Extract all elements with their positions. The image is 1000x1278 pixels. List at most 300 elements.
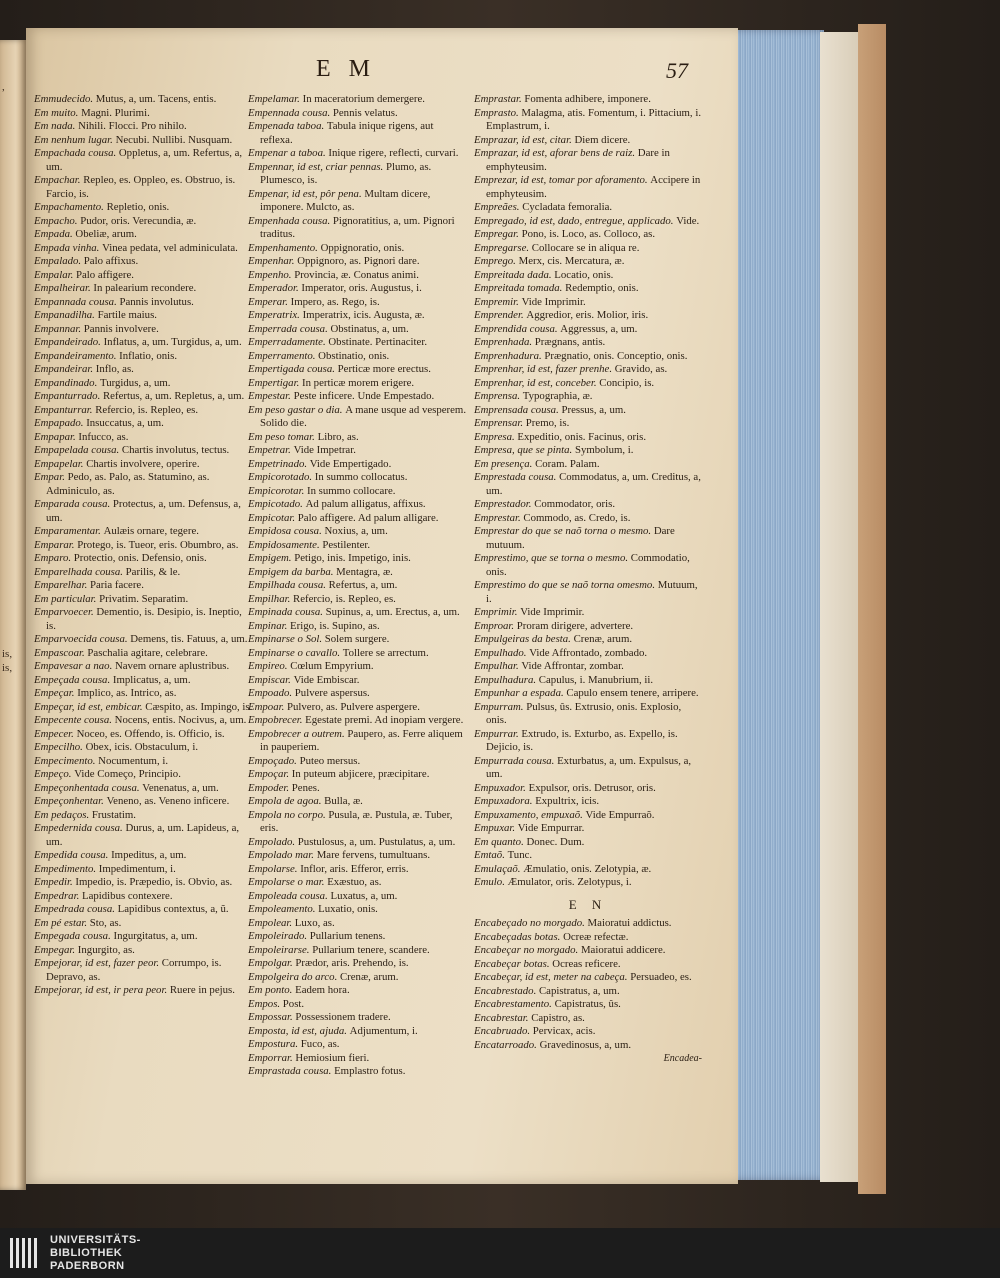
entry-headword: Emparvoecida cousa. (34, 633, 131, 645)
left-page-fragment: is, (2, 648, 13, 660)
entry-headword: Empanturrar. (34, 403, 96, 416)
entry-definition: Coram. Palam. (535, 457, 600, 470)
dictionary-entry (474, 458, 702, 472)
entry-headword: Em quanto. (474, 835, 527, 848)
dictionary-entry (474, 309, 702, 323)
entry-headword: Empenhada cousa. (248, 214, 333, 227)
dictionary-entry (474, 525, 702, 552)
entry-headword: Empanturrado. (34, 390, 103, 402)
dictionary-entry (34, 701, 254, 715)
entry-definition: Erigo, is. Supino, as. (290, 619, 380, 632)
dictionary-entry (474, 701, 702, 728)
entry-definition: Nihili. Flocci. Pro nihilo. (78, 120, 187, 132)
entry-definition: Nocens, entis. Nocivus, a, um. (114, 714, 247, 726)
library-logo-icon (8, 1234, 44, 1272)
entry-definition: Collocare se in aliqua re. (531, 241, 640, 254)
entry-definition: Fuco, as. (300, 1038, 340, 1050)
entry-definition: Mare fervens, tumultuans. (316, 849, 431, 861)
entry-headword: Empinarse o Sol. (248, 633, 325, 645)
entry-definition: Cycladata femoralia. (522, 201, 613, 213)
dictionary-entry (474, 809, 702, 823)
library-name (50, 1234, 141, 1273)
dictionary-entry (34, 863, 254, 877)
entry-definition: Exæstuo, as. (327, 876, 382, 888)
entry-definition: Commodatio, onis. (486, 552, 690, 578)
dictionary-entry (248, 120, 468, 147)
entry-definition: Pustulosus, a, um. Pustulatus, a, um. (297, 835, 456, 848)
dictionary-entry (34, 876, 254, 890)
entry-definition: Palo affigere. (76, 268, 134, 281)
dictionary-entry (248, 957, 468, 971)
dictionary-entry (34, 687, 254, 701)
dictionary-entry (474, 944, 702, 958)
entry-definition: Fomenta adhibere, imponere. (524, 93, 651, 105)
entry-headword: Empavesar a nao. (34, 660, 115, 672)
dictionary-entry (34, 498, 254, 525)
dictionary-entry (34, 741, 254, 755)
entry-definition: Commodator, oris. (534, 498, 616, 510)
entry-headword: Empenar, id est, pôr pena. (248, 187, 365, 200)
entry-definition: Refercio, is. Repleo, es. (293, 592, 396, 605)
dictionary-entry (248, 728, 468, 755)
entry-definition: Extrudo, is. Exturbo, as. Expello, is. Dejicio, is. (486, 727, 678, 753)
section-en-entries (474, 917, 702, 1052)
entry-headword: Empecimento. (34, 754, 99, 767)
entry-definition: Oppignoratio, onis. (320, 241, 405, 254)
entry-definition: Prædor, aris. Prehendo, is. (295, 957, 409, 969)
entry-headword: Emperatrix. (248, 309, 303, 321)
dictionary-entry (34, 930, 254, 944)
dictionary-entry (34, 552, 254, 566)
dictionary-entry (34, 984, 254, 998)
dictionary-entry (474, 1012, 702, 1026)
entry-definition: Turgidus, a, um. (99, 376, 171, 389)
dictionary-entry (248, 525, 468, 539)
entry-definition: Æmulator, oris. Zelotypus, i. (507, 876, 632, 888)
entry-definition: Vide Affrontado, zombado. (529, 646, 648, 659)
dictionary-entry (34, 107, 254, 121)
entry-definition: Implico, as. Intrico, as. (77, 687, 177, 699)
dictionary-entry (474, 323, 702, 337)
entry-headword: Empegar. (34, 943, 78, 956)
entry-headword: Emprensa. (474, 390, 523, 402)
entry-headword: Empennada cousa. (248, 106, 333, 119)
dictionary-entry (34, 593, 254, 607)
entry-headword: Empilhada cousa. (248, 579, 329, 591)
entry-headword: Empuxadora. (474, 795, 536, 807)
running-head: E M (316, 56, 376, 82)
entry-headword: Empalar. (34, 268, 76, 281)
dictionary-entry (474, 836, 702, 850)
entry-definition: Protectio, onis. Defensio, onis. (73, 552, 207, 564)
entry-headword: Empestar. (248, 390, 294, 402)
entry-headword: Empascoar. (34, 646, 88, 659)
dictionary-entry (248, 1011, 468, 1025)
dictionary-entry (248, 296, 468, 310)
entry-definition: Maioratui addicere. (580, 944, 666, 956)
entry-headword: Empresa, que se pinta. (474, 444, 575, 456)
entry-definition: Malagma, atis. Fomentum, i. Pittacium, i. Emplastrum, i. (486, 106, 702, 132)
entry-definition: Gravido, as. (614, 363, 668, 375)
entry-headword: Empejorar, id est, fazer peor. (34, 957, 162, 969)
dictionary-entry (474, 795, 702, 809)
entry-definition: Chartis involutus, tectus. (121, 444, 230, 456)
left-page-fragment: is, (2, 661, 13, 674)
entry-headword: Empidosa cousa. (248, 525, 325, 537)
dictionary-entry (248, 782, 468, 796)
entry-headword: Emparada cousa. (34, 498, 113, 510)
entry-definition: Vide Imprimir. (520, 606, 585, 618)
entry-headword: Empreitada dada. (474, 268, 555, 281)
dictionary-entry (248, 849, 468, 863)
entry-definition: Accipere in emphyteusim. (486, 174, 701, 200)
entry-definition: Expulsor, oris. Detrusor, oris. (528, 781, 656, 794)
dictionary-entry (474, 201, 702, 215)
entry-headword: Emprestador. (474, 498, 535, 510)
entry-headword: Empinar. (248, 619, 290, 632)
dictionary-entry (34, 242, 254, 256)
dictionary-entry (248, 606, 468, 620)
dictionary-entry (248, 255, 468, 269)
dictionary-entry (34, 269, 254, 283)
entry-definition: Aggredior, eris. Molior, iris. (526, 309, 649, 321)
dictionary-entry (474, 255, 702, 269)
entry-definition: Fartile maius. (97, 309, 157, 321)
dictionary-entry (248, 512, 468, 526)
dictionary-entry (34, 458, 254, 472)
dictionary-entry (34, 714, 254, 728)
dictionary-entry (34, 377, 254, 391)
entry-headword: Empicorotar. (248, 484, 307, 497)
dictionary-entry (248, 147, 468, 161)
entry-headword: Emulaçaõ. (474, 862, 524, 875)
entry-definition: Crenæ, arum. (573, 633, 633, 645)
entry-definition: Æmulatio, onis. Zelotypia, æ. (523, 862, 652, 875)
page-number: 57 (666, 58, 688, 83)
entry-headword: Empachamento. (34, 201, 107, 213)
dictionary-entry (248, 998, 468, 1012)
entry-headword: Empenho. (248, 268, 295, 281)
entry-definition: Inflatus, a, um. Turgidus, a, um. (103, 336, 242, 348)
entry-definition: Insuccatus, a, um. (86, 417, 164, 429)
dictionary-entry (34, 201, 254, 215)
dictionary-entry (34, 93, 254, 107)
left-page-edge (0, 40, 26, 1190)
dictionary-entry (248, 336, 468, 350)
dictionary-entry (474, 498, 702, 512)
entry-definition: Exturbatus, a, um. Expulsus, a, um. (486, 754, 692, 780)
dictionary-entry (474, 1025, 702, 1039)
dictionary-entry (474, 404, 702, 418)
dictionary-entry (34, 215, 254, 229)
entry-headword: Empregarse. (474, 241, 532, 254)
dictionary-entry (248, 215, 468, 242)
page-edges-block (732, 30, 824, 1180)
entry-definition: Post. (282, 997, 305, 1010)
entry-definition: Mutus, a, um. Tacens, entis. (95, 93, 217, 105)
dictionary-entry (34, 647, 254, 661)
dictionary-entry (474, 444, 702, 458)
entry-definition: Adjumentum, i. (349, 1024, 418, 1037)
entry-headword: Empolado mar. (248, 849, 317, 861)
page-header (26, 56, 738, 96)
entry-headword: Empedrada cousa. (34, 903, 118, 915)
catchword: Encadea- (663, 1053, 702, 1064)
entry-definition: Paschalia agitare, celebrare. (87, 646, 208, 659)
entry-headword: Empireo. (248, 660, 291, 672)
entry-headword: Empigem. (248, 552, 295, 564)
entry-definition: Pusula, æ. Pustula, æ. Tuber, eris. (260, 808, 453, 834)
entry-headword: Empegada cousa. (34, 930, 114, 942)
dictionary-entry (474, 282, 702, 296)
entry-definition: Oppignoro, as. Pignori dare. (297, 255, 420, 267)
entry-headword: Empachada cousa. (34, 147, 119, 159)
entry-definition: Ad palum alligatus, affixus. (305, 498, 426, 510)
entry-headword: Encabeçar, id est, meter na cabeça. (474, 971, 631, 983)
entry-definition: Donec. Dum. (526, 835, 585, 848)
dictionary-entry (474, 296, 702, 310)
entry-headword: Empicotar. (248, 511, 298, 524)
dictionary-entry (34, 363, 254, 377)
entry-definition: Capistro, as. (531, 1011, 585, 1024)
entry-headword: Empapado. (34, 417, 87, 429)
dictionary-entry (474, 417, 702, 431)
dictionary-entry (474, 512, 702, 526)
entry-definition: Vide. (676, 214, 700, 227)
dictionary-entry (248, 863, 468, 877)
entry-headword: Empinada cousa. (248, 606, 326, 618)
entry-definition: Implicatus, a, um. (112, 673, 191, 686)
entry-definition: In perticæ morem erigere. (301, 376, 415, 389)
entry-definition: Ocreas reficere. (552, 957, 621, 970)
dictionary-entry (474, 390, 702, 404)
entry-definition: Nocumentum, i. (98, 754, 169, 767)
entry-headword: Emprensar. (474, 417, 526, 429)
dictionary-entry (248, 593, 468, 607)
entry-headword: Empolarse o mar. (248, 876, 328, 888)
dictionary-entry (34, 566, 254, 580)
entry-headword: Em presença. (474, 457, 536, 470)
entry-headword: Emmudecido. (34, 93, 96, 105)
entry-headword: Empacho. (34, 214, 81, 227)
entry-definition: Gravedinosus, a, um. (539, 1038, 632, 1051)
entry-headword: Emprenhar, id est, conceber. (474, 376, 600, 389)
entry-definition: Vide Affrontar, zombar. (521, 660, 624, 672)
entry-headword: Encabrestamento. (474, 998, 555, 1010)
entry-definition: Dare in emphyteusim. (486, 147, 670, 173)
entry-definition: Ingurgito, as. (77, 943, 135, 956)
entry-definition: Pervicax, acis. (532, 1025, 596, 1037)
dictionary-entry (34, 903, 254, 917)
dictionary-entry (248, 836, 468, 850)
dictionary-entry (248, 363, 468, 377)
dictionary-entry (474, 958, 702, 972)
entry-definition: Pannis involvere. (83, 322, 159, 335)
entry-definition: Bulla, æ. (324, 795, 363, 807)
entry-headword: Empurrada cousa. (474, 754, 558, 767)
dictionary-entry (34, 525, 254, 539)
entry-headword: Empidosamente. (248, 538, 323, 551)
dictionary-entry (474, 107, 702, 134)
entry-headword: Emperrada cousa. (248, 322, 331, 335)
page-edges-paper (820, 32, 860, 1182)
entry-definition: Typographia, æ. (522, 390, 593, 402)
entry-definition: Premo, is. (525, 417, 570, 429)
entry-headword: Empresa. (474, 430, 518, 443)
dictionary-entry (248, 107, 468, 121)
entry-headword: Empoder. (248, 781, 292, 794)
entry-definition: Tollere se arrectum. (342, 646, 429, 659)
entry-headword: Emparamentar. (34, 525, 104, 537)
dictionary-entry (474, 863, 702, 877)
dictionary-entry (248, 795, 468, 809)
library-name-line-2: BIBLIOTHEK (50, 1247, 123, 1259)
dictionary-entry (34, 336, 254, 350)
entry-definition: Redemptio, onis. (565, 282, 639, 294)
entry-definition: Dare mutuum. (486, 525, 675, 551)
entry-headword: Empapelar. (34, 457, 87, 470)
entry-headword: Emperramento. (248, 349, 319, 362)
entry-headword: Empobrecer a outrem. (248, 727, 348, 740)
entry-headword: Em ponto. (248, 984, 296, 996)
entry-definition: Privatim. Separatim. (99, 592, 189, 605)
section-heading-en: E N (568, 896, 608, 912)
entry-headword: Emprestada cousa. (474, 471, 560, 483)
dictionary-entry (248, 242, 468, 256)
entry-headword: Emprensada cousa. (474, 403, 562, 416)
dictionary-entry (34, 809, 254, 823)
entry-headword: Empapelada cousa. (34, 444, 122, 456)
dictionary-entry (248, 660, 468, 674)
entry-headword: Em pedaços. (34, 808, 92, 821)
dictionary-entry (34, 660, 254, 674)
entry-headword: Empregar. (474, 228, 522, 240)
entry-headword: Empapar. (34, 430, 79, 443)
entry-definition: Refertus, a, um. Repletus, a, um. (102, 390, 245, 402)
entry-definition: Pennis velatus. (332, 106, 398, 119)
column-c-entries (474, 93, 702, 890)
entry-headword: Emperradamente. (248, 336, 329, 348)
entry-headword: Empregado, id est, dado, entregue, applicado. (474, 214, 677, 227)
entry-definition: In summo collocatus. (314, 471, 408, 483)
entry-headword: Empulhadura. (474, 673, 539, 686)
entry-headword: Empenada taboa. (248, 120, 327, 132)
dictionary-entry (474, 350, 702, 364)
entry-headword: Empoleada cousa. (248, 889, 331, 902)
dictionary-entry (248, 485, 468, 499)
entry-definition: Vide Começo, Principio. (74, 768, 181, 780)
dictionary-entry (248, 620, 468, 634)
entry-definition: Pignoratitius, a, um. Pignori traditus. (260, 214, 455, 240)
entry-definition: Plumo, as. Plumesco, is. (260, 160, 432, 186)
entry-definition: Corrumpo, is. Depravo, as. (46, 957, 222, 983)
entry-definition: Refertus, a, um. (328, 579, 398, 591)
entry-headword: Empedir. (34, 876, 76, 888)
entry-definition: Inflatio, onis. (119, 349, 178, 362)
entry-definition: Solem surgere. (324, 633, 390, 645)
dictionary-entry (34, 674, 254, 688)
dictionary-entry (474, 579, 702, 606)
dictionary-entry (34, 917, 254, 931)
dictionary-entry (248, 350, 468, 364)
entry-definition: Capulo ensem tenere, arripere. (566, 687, 699, 699)
entry-headword: Empar. (34, 471, 68, 483)
dictionary-entry (248, 971, 468, 985)
entry-headword: Encabeçar botas. (474, 957, 553, 970)
entry-definition: Penes. (291, 781, 320, 794)
entry-headword: Em nenhum lugar. (34, 133, 116, 146)
entry-definition: Protectus, a, um. Defensus, a, um. (46, 498, 241, 524)
entry-definition: Infucco, as. (78, 430, 129, 443)
dictionary-entry (248, 1052, 468, 1066)
entry-headword: Empurrar. (474, 727, 522, 740)
dictionary-entry (248, 404, 468, 431)
dictionary-entry (474, 93, 702, 107)
entry-headword: Emporrar. (248, 1051, 296, 1064)
entry-definition: Navem ornare aplustribus. (114, 660, 230, 672)
dictionary-entry (34, 849, 254, 863)
entry-headword: Empicotado. (248, 498, 306, 510)
entry-headword: Em particular. (34, 592, 100, 605)
entry-headword: Empertigada cousa. (248, 363, 338, 375)
entry-headword: Empachar. (34, 174, 84, 186)
entry-headword: Empenhamento. (248, 241, 321, 254)
entry-definition: Vide Empertigado. (309, 457, 392, 470)
entry-headword: Emulo. (474, 876, 508, 888)
dictionary-entry (34, 795, 254, 809)
dictionary-entry (474, 998, 702, 1012)
dictionary-entry (34, 768, 254, 782)
dictionary-entry (248, 282, 468, 296)
entry-definition: Pullarium tenere, scandere. (312, 943, 430, 956)
dictionary-entry (34, 282, 254, 296)
entry-definition: Persuadeo, es. (630, 971, 692, 983)
entry-definition: Demens, tis. Fatuus, a, um. (130, 633, 248, 645)
entry-definition: Crenæ, arum. (339, 970, 399, 983)
dictionary-entry (474, 674, 702, 688)
entry-headword: Encatarroado. (474, 1038, 540, 1051)
dictionary-entry (34, 579, 254, 593)
dictionary-entry (248, 1065, 468, 1079)
entry-headword: Emprasto. (474, 106, 522, 119)
dictionary-entry (474, 228, 702, 242)
entry-headword: Empoçado. (248, 754, 300, 767)
entry-headword: Emprenhar, id est, fazer prenhe. (474, 363, 615, 375)
entry-headword: Empenhar. (248, 255, 298, 267)
entry-headword: Empreitada tomada. (474, 282, 566, 294)
dictionary-entry (248, 431, 468, 445)
dictionary-entry (474, 363, 702, 377)
dictionary-entry (474, 552, 702, 579)
entry-headword: Emparar. (34, 538, 78, 551)
entry-definition: Imperatrix, icis. Augusta, æ. (302, 309, 425, 321)
dictionary-entry (34, 633, 254, 647)
entry-headword: Encabrestar. (474, 1011, 532, 1024)
entry-definition: Palo affigere. Ad palum alligare. (297, 511, 439, 524)
entry-definition: Commodo, as. Credo, is. (523, 511, 631, 524)
entry-headword: Emprastada cousa. (248, 1065, 335, 1077)
dictionary-entry (474, 336, 702, 350)
entry-headword: Emprazar, id est, aforar bens de raiz. (474, 147, 638, 159)
entry-definition: Inflo, as. (95, 363, 134, 375)
dictionary-entry (34, 539, 254, 553)
entry-definition: Libro, as. (317, 430, 359, 443)
entry-headword: Empola de agoa. (248, 795, 325, 807)
dictionary-entry (474, 174, 702, 201)
entry-definition: Pulsus, ûs. Extrusio, onis. Explosio, onis. (486, 700, 682, 726)
entry-definition: Obex, icis. Obstaculum, i. (85, 741, 199, 753)
dictionary-entry (248, 93, 468, 107)
